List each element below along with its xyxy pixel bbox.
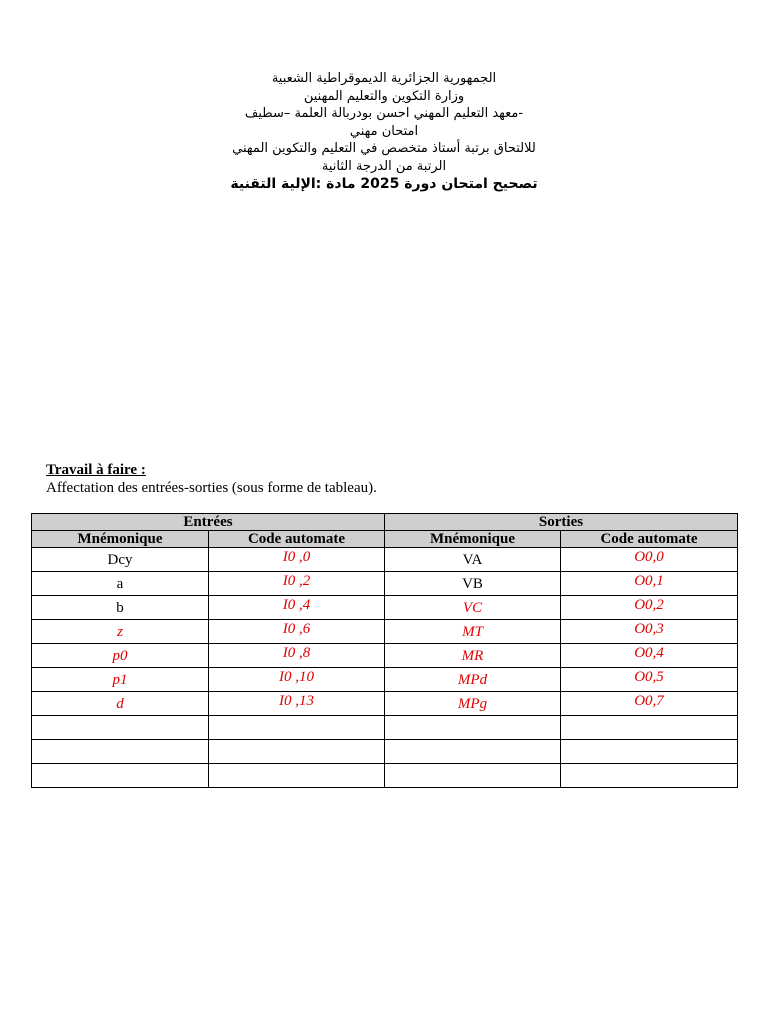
input-code-cell (209, 716, 385, 740)
output-mnemonic-cell: MPd (385, 668, 561, 692)
header-line-republic: الجمهورية الجزائرية الديموقراطية الشعبية (271, 71, 497, 86)
table-column-header-row (32, 531, 738, 548)
header-line-exam: امتحان مهني (349, 123, 419, 139)
header-line-ministry: وزارة التكوين والتعليم المهنين (303, 88, 465, 104)
outputs-mnemonic-header: Mnémonique (385, 531, 561, 548)
output-code-cell: O0,2 (561, 596, 738, 620)
output-mnemonic-cell (385, 764, 561, 788)
output-code-cell (561, 740, 738, 764)
input-code-cell: I0 ,13 (209, 692, 385, 716)
output-code-cell: O0,4 (561, 644, 738, 668)
document-header (0, 70, 768, 193)
output-mnemonic-cell: VA (385, 548, 561, 572)
output-code-cell: O0,5 (561, 668, 738, 692)
output-code-cell: O0,3 (561, 620, 738, 644)
output-code-cell: O0,0 (561, 548, 738, 572)
table-row (32, 644, 738, 668)
output-mnemonic-cell: VB (385, 572, 561, 596)
table-row-empty (32, 716, 738, 740)
output-code-cell: O0,7 (561, 692, 738, 716)
output-mnemonic-cell: MPg (385, 692, 561, 716)
input-mnemonic-cell (32, 716, 209, 740)
table-row (32, 692, 738, 716)
header-line-grade: الرتبة من الدرجة الثانية (321, 158, 447, 174)
inputs-group-header: Entrées (32, 514, 385, 531)
input-code-cell: I0 ,6 (209, 620, 385, 644)
table-row (32, 548, 738, 572)
input-code-cell: I0 ,8 (209, 644, 385, 668)
input-code-cell (209, 740, 385, 764)
header-line-institute: -معهد التعليم المهني احسن بودربالة العلمة –سطيف (244, 106, 524, 121)
input-code-cell: I0 ,2 (209, 572, 385, 596)
work-instruction: Affectation des entrées-sorties (sous forme de tableau). (46, 480, 377, 496)
input-mnemonic-cell: Dcy (32, 548, 209, 572)
io-assignment-table (31, 513, 738, 788)
input-mnemonic-cell: p1 (32, 668, 209, 692)
inputs-mnemonic-header: Mnémonique (32, 531, 209, 548)
output-mnemonic-cell: VC (385, 596, 561, 620)
output-mnemonic-cell (385, 740, 561, 764)
output-code-cell (561, 764, 738, 788)
input-mnemonic-cell: d (32, 692, 209, 716)
table-row (32, 596, 738, 620)
input-code-cell: I0 ,10 (209, 668, 385, 692)
table-group-header-row (32, 514, 738, 531)
input-code-cell (209, 764, 385, 788)
input-mnemonic-cell: z (32, 620, 209, 644)
work-heading: Travail à faire : (46, 462, 146, 478)
input-mnemonic-cell: b (32, 596, 209, 620)
input-mnemonic-cell: a (32, 572, 209, 596)
output-mnemonic-cell: MT (385, 620, 561, 644)
table-row (32, 620, 738, 644)
output-code-cell: O0,1 (561, 572, 738, 596)
table-row (32, 572, 738, 596)
table-row (32, 668, 738, 692)
outputs-code-header: Code automate (561, 531, 738, 548)
output-mnemonic-cell: MR (385, 644, 561, 668)
work-section (46, 461, 736, 497)
input-mnemonic-cell (32, 764, 209, 788)
table-row-empty (32, 764, 738, 788)
input-mnemonic-cell: p0 (32, 644, 209, 668)
input-code-cell: I0 ,4 (209, 596, 385, 620)
inputs-code-header: Code automate (209, 531, 385, 548)
input-mnemonic-cell (32, 740, 209, 764)
header-line-position: للالتحاق برتبة أستاذ متخصص في التعليم والتكوين المهني (232, 141, 536, 156)
outputs-group-header: Sorties (385, 514, 738, 531)
input-code-cell: I0 ,0 (209, 548, 385, 572)
table-row-empty (32, 740, 738, 764)
output-code-cell (561, 716, 738, 740)
output-mnemonic-cell (385, 716, 561, 740)
document-title: تصحيح امتحان دورة 2025 مادة :الإلية التقنية (230, 176, 538, 192)
